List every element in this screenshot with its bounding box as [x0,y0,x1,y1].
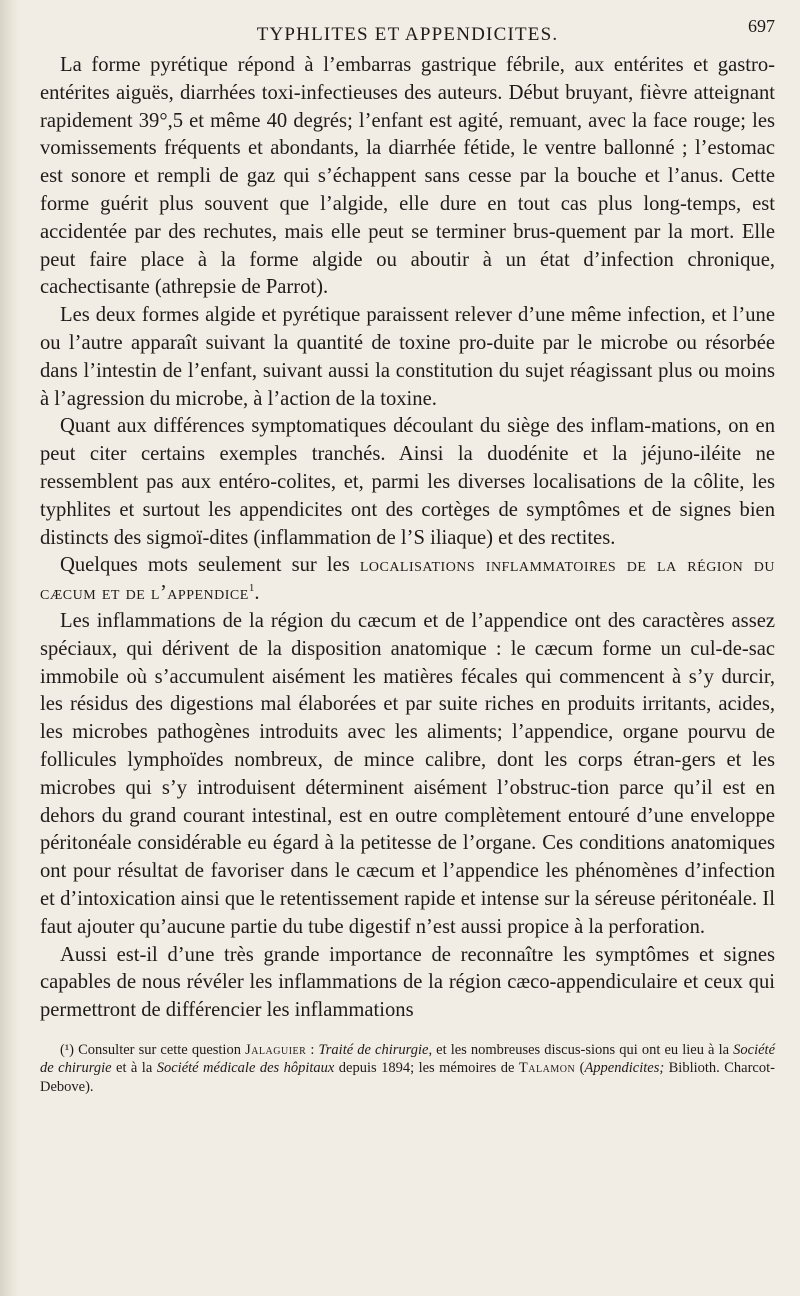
paragraph-cecum-appendix: Les inflammations de la région du cæcum et de l’appendice ont des caractères assez spéciaux, qui dérivent de la disposition anatomique : le cæcum forme un cul-de-sac immobile où s’accumulent aisément les matières fécales qui commencent à s’y durcir, les résidus des digestions mal élaborées et par suite riches en produits irritants, acides, les microbes pathogènes introduits avec les aliments; l’appendice, organe pourvu de follicules lymphoïdes nombreux, de mince calibre, dont les corps étran-gers et les microbes qui s’y introduisent déterminent aisément l’obstruc-tion parce qu’il est en dehors du grand courant intestinal, est en outre complètement entouré d’une enveloppe péritonéale considérable eu égard à la petitesse de l’organe. Ces conditions anatomiques ont pour résultat de favoriser dans le cæcum et l’appendice les phénomènes d’infection et d’intoxication ainsi que le retentissement rapide et intense sur la séreuse péritonéale. Il faut ajouter qu’aucune partie du tube digestif n’est aussi propice à la perforation. [40,609,775,938]
book-page [40,8,775,1096]
paragraph-symptom-differences: Quant aux différences symptomatiques découlant du siège des inflam-mations, on en peut citer certains exemples tranchés. Ainsi la duodénite et la jéjuno-iléite ne ressemblent pas aux entéro-colites, et, parmi les diverses localisations de la côlite, les typhlites et surtout les appendicites ont des cortèges de symptômes et de signes bien distincts des sigmoï-dites (inflammation de l’S iliaque) et des rectites. [40,415,775,549]
paragraph-recognition: Aussi est-il d’une très grande importance de reconnaître les symptômes et signes capables de nous révéler les inflammations de la région cæco-appendiculaire et ceux qui permettront de différencier les inflammations [40,943,775,1022]
paragraph-pyretic-form: La forme pyrétique répond à l’embarras gastrique fébrile, aux entérites et gastro-entérites aiguës, diarrhées toxi-infectieuses des auteurs. Début bruyant, fièvre atteignant rapidement 39°,5 et même 40 degrés; l’enfant est agité, remuant, avec la face rouge; les vomissements fréquents et abondants, la diarrhée fétide, le ventre ballonné ; l’estomac est sonore et rempli de gaz qui s’échappent sans cesse par la bouche et l’anus. Cette forme guérit plus souvent que l’algide, elle dure en tout cas plus long-temps, est accidentée par des rechutes, mais elle peut se terminer brus-quement par la mort. Elle peut faire place à la forme algide ou aboutir à un état d’infection chronique, cachectisante (athrepsie de Parrot). [40,54,775,299]
footnote-text: depuis 1894; les mémoires de [334,1060,519,1077]
footnote-marker: (¹) [60,1041,75,1058]
localisations-smallcaps: localisations inflammatoires de la région du cæcum et de l’appendice [40,554,775,605]
footnote-reference: 1 [248,582,255,595]
footnote-work-traite: Traité de chirurgie [318,1041,429,1058]
footnote-author-talamon: Talamon [518,1060,576,1077]
footnote-text: ( [575,1060,585,1077]
footnote-text: Biblioth. Charcot-Debove). [40,1060,775,1095]
paragraph-localisations-heading [40,552,775,608]
footnote-societe-chirurgie: Société de chirurgie [40,1041,776,1077]
body-text [40,52,775,1025]
footnote-text: , et les nombreuses discus-sions qui ont eu lieu à la [428,1041,734,1058]
page-gutter [0,0,20,1296]
footnote-text: et à la [111,1060,157,1077]
page-number: 697 [748,16,775,36]
paragraph-two-forms: Les deux formes algide et pyrétique paraissent relever d’une même infection, et l’une ou l’autre apparaît suivant la quantité de toxine pro-duite par le microbe ou résorbée dans l’intestin de l’enfant, suivant aussi la constitution du sujet réagissant plus ou moins à l’agression du microbe, à l’action de la toxine. [40,304,775,410]
footnote-work-appendicites: Appendicites; [584,1060,669,1077]
localisations-lead: Quelques mots seulement sur les [60,554,360,577]
running-title: TYPHLITES ET APPENDICITES. [256,24,559,45]
footnote-text: Consulter sur cette question [74,1041,246,1058]
footnote-societe-medicale: Société médicale des hôpitaux [156,1060,335,1077]
footnote-text: : [306,1041,319,1058]
localisations-end: . [254,582,260,605]
footnote-author-jalaguier: Jalaguier [245,1041,307,1058]
footnote [40,1041,775,1097]
running-header [40,8,775,52]
